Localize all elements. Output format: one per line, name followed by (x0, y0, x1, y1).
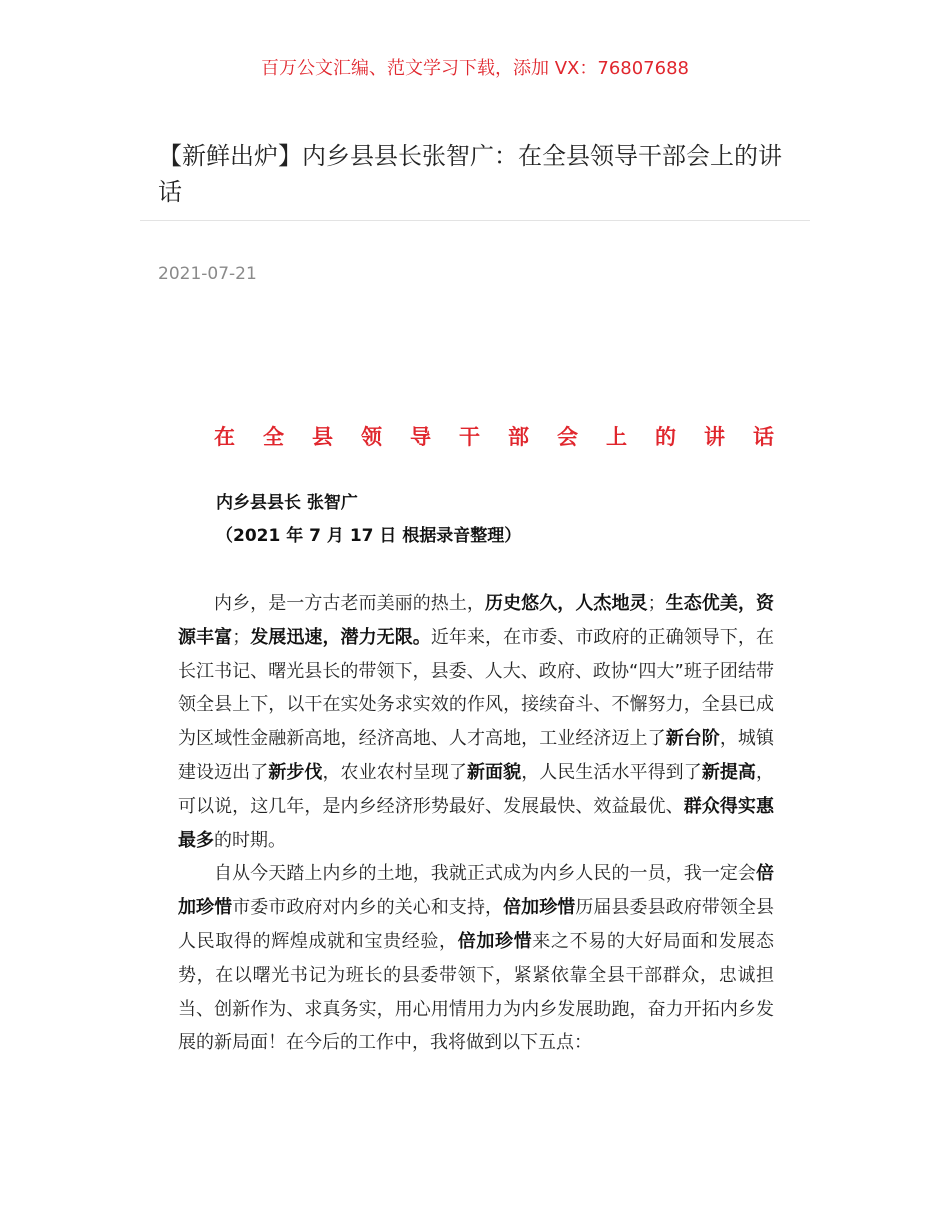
text-segment: ，农业农村呈现了 (322, 761, 467, 783)
speech-heading-char: 会 (557, 425, 578, 449)
emphasis-text: 生态优美，资源丰富 (178, 593, 775, 648)
speech-heading-char: 领 (361, 425, 382, 449)
body-paragraph (178, 857, 774, 1060)
record-note: （2021 年 7 月 17 日 根据录音整理） (216, 526, 522, 546)
speech-heading-char: 导 (410, 425, 431, 449)
text-segment: ，城镇建设迈出了 (178, 728, 774, 783)
speech-heading-char: 讲 (704, 425, 725, 449)
speech-body (178, 587, 774, 1060)
emphasis-text: 倍加珍惜 (503, 897, 576, 919)
speech-heading-char: 话 (753, 425, 774, 449)
text-segment: ； (647, 593, 666, 614)
publish-date: 2021-07-21 (158, 264, 257, 284)
emphasis-text: 新面貌 (467, 761, 522, 783)
speech-heading (214, 423, 774, 451)
text-segment: ； (232, 626, 251, 648)
text-segment: ，人民生活水平得到了 (521, 761, 702, 783)
emphasis-text: 群众得实惠最多 (178, 795, 774, 851)
speech-heading-char: 上 (606, 425, 627, 449)
text-segment: 自从今天踏上内乡的土地，我就正式成为内乡人民的一员，我一定会 (214, 863, 756, 885)
speech-heading-char: 在 (214, 425, 235, 449)
speech-heading-char: 部 (508, 425, 529, 449)
text-segment: 历届县委县政府带领全县人民取得的辉煌成就和宝贵经验， (178, 897, 774, 952)
article-title: 【新鲜出炉】内乡县县长张智广：在全县领导干部会上的讲话 (158, 142, 782, 206)
text-segment: 来之不易的大好局面和发展态势，在以曙光书记为班长的县委带领下，紧紧依靠全县干部群众，忠诚担当、创新作为、求真务实，用心用情用力为内乡发展助跑，奋力开拓内乡发展的新局面！在今后的工作中，我将做到以下五点： (178, 930, 775, 1054)
emphasis-text: 倍加珍惜 (178, 863, 774, 919)
text-segment: 的时期。 (214, 829, 286, 851)
speech-heading-char: 干 (459, 425, 480, 449)
speech-heading-char: 全 (263, 425, 284, 449)
title-divider (140, 220, 810, 221)
text-segment: ，可以说，这几年，是内乡经济形势最好、发展最快、效益最优、 (178, 761, 774, 817)
emphasis-text: 历史悠久，人杰地灵 (485, 593, 648, 614)
speaker-line: 内乡县县长 张智广 (216, 493, 358, 513)
emphasis-text: 发展迅速，潜力无限。 (250, 626, 431, 648)
speech-heading-char: 的 (655, 425, 676, 449)
promo-banner: 百万公文汇编、范文学习下载，添加 VX：76807688 (261, 58, 689, 79)
body-paragraph (178, 587, 774, 857)
speech-heading-char: 县 (312, 425, 333, 449)
text-segment: 内乡，是一方古老而美丽的热土， (214, 593, 485, 614)
text-segment: 近年来，在市委、市政府的正确领导下，在长江书记、曙光县长的带领下，县委、人大、政府、政协“四大”班子团结带领全县上下，以干在实处务求实效的作风，接续奋斗、不懈努力，全县已成为区域性金融新高地，经济高地、人才高地，工业经济迈上了 (178, 626, 774, 750)
emphasis-text: 新步伐 (268, 761, 323, 783)
text-segment: 市委市政府对内乡的关心和支持， (232, 897, 504, 919)
emphasis-text: 倍加珍惜 (457, 930, 533, 952)
emphasis-text: 新台阶 (665, 728, 720, 750)
emphasis-text: 新提高 (701, 761, 756, 783)
